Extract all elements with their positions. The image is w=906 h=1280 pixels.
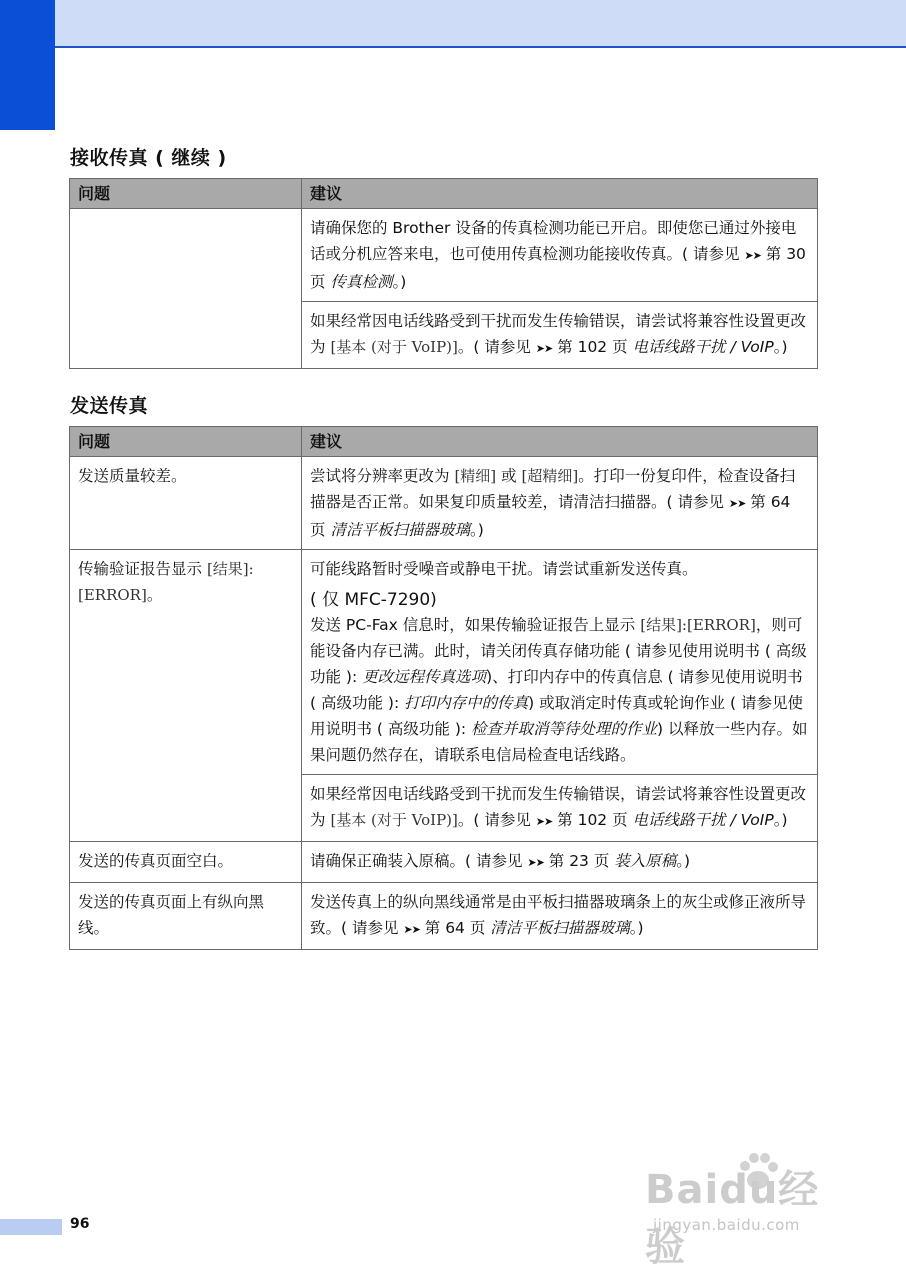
watermark-url: jingyan.baidu.com — [653, 1216, 800, 1234]
table-row — [70, 883, 818, 950]
suggestion-cell: 请确保您的 Brother 设备的传真检测功能已开启。即使您已通过外接电话或分机应答来电，也可使用传真检测功能接收传真。( 请参见 ➤➤ 第 30 页 传真检测。) — [302, 209, 818, 302]
suggestion-cell: 尝试将分辨率更改为 [精细] 或 [超精细]。打印一份复印件，检查设备扫描器是否正常。如果复印质量较差，请清洁扫描器。( 请参见 ➤➤ 第 64 页 清洁平板扫描器玻璃。) — [302, 457, 818, 550]
suggestion-cell: 如果经常因电话线路受到干扰而发生传输错误，请尝试将兼容性设置更改为 [基本 (对于 VoIP)]。( 请参见 ➤➤ 第 102 页 电话线路干扰 / VoIP。) — [302, 775, 818, 842]
problem-cell: 发送的传真页面上有纵向黑线。 — [70, 883, 302, 950]
section-title-receive: 接收传真 ( 继续 ) — [70, 147, 227, 169]
section-title-send: 发送传真 — [70, 395, 149, 417]
setting-code: [结果]:[ERROR] — [640, 616, 756, 634]
problem-cell: 传输验证报告显示 [结果]:[ERROR]。 — [70, 550, 302, 842]
suggestion-cell: 发送传真上的纵向黑线通常是由平板扫描器玻璃条上的灰尘或修正液所导致。( 请参见 ➤➤ 第 64 页 清洁平板扫描器玻璃。) — [302, 883, 818, 950]
double-arrow-icon: ➤➤ — [527, 856, 544, 869]
table-header-row — [70, 427, 818, 457]
problem-cell: 发送质量较差。 — [70, 457, 302, 550]
table-row — [70, 209, 818, 302]
footer-bar — [0, 1219, 62, 1235]
suggestion-cell: 请确保正确装入原稿。( 请参见 ➤➤ 第 23 页 装入原稿。) — [302, 842, 818, 883]
cross-reference-link[interactable]: 传真检测 — [330, 273, 393, 291]
cross-reference-link[interactable]: 清洁平板扫描器玻璃 — [330, 521, 470, 539]
suggestion-cell: 如果经常因电话线路受到干扰而发生传输错误，请尝试将兼容性设置更改为 [基本 (对于 VoIP)]。( 请参见 ➤➤ 第 102 页 电话线路干扰 / VoIP。) — [302, 302, 818, 369]
page-number: 96 — [70, 1216, 90, 1232]
cross-reference-link[interactable]: 装入原稿 — [614, 852, 677, 870]
cross-reference-link[interactable]: 打印内存中的传真 — [404, 694, 529, 712]
column-header-problem: 问题 — [70, 179, 302, 209]
problem-cell — [70, 209, 302, 369]
watermark — [645, 1150, 855, 1270]
header-band — [0, 0, 906, 48]
cross-reference-link[interactable]: 电话线路干扰 / VoIP — [632, 811, 774, 829]
column-header-suggestion: 建议 — [302, 427, 818, 457]
double-arrow-icon: ➤➤ — [535, 342, 553, 355]
double-arrow-icon: ➤➤ — [728, 497, 746, 510]
table-row — [70, 550, 818, 775]
double-arrow-icon: ➤➤ — [744, 249, 761, 262]
table-header-row — [70, 179, 818, 209]
table-row — [70, 457, 818, 550]
setting-code: [超精细] — [521, 467, 579, 485]
send-table — [69, 426, 818, 950]
watermark-logo: Baidu经验 — [645, 1167, 820, 1270]
table-row — [70, 842, 818, 883]
suggestion-cell: 可能线路暂时受噪音或静电干扰。请尝试重新发送传真。 ( 仅 MFC-7290) 发送 PC-Fax 信息时，如果传输验证报告上显示 [结果]:[ERROR]，则可能设备内存已满。此时，请关闭传真存储功能 ( 请参见使用说明书 ( 高级功能 ): 更改远程传真选项)、打印内存中的传真信息 ( 请参见使用说明书 ( 高级功能 ): 打印内存中的传真) 或取消定时传真或轮询作业 ( 请参见使用说明书 ( 高级功能 ): 检查并取消等待处理的作业) 以释放一些内存。如果问题仍然存在，请联系电信局检查电话线路。 — [302, 550, 818, 775]
receive-table — [69, 178, 818, 369]
cross-reference-link[interactable]: 电话线路干扰 / VoIP — [632, 338, 774, 356]
chapter-tab — [0, 0, 55, 130]
cross-reference-link[interactable]: 检查并取消等待处理的作业 — [471, 720, 658, 738]
problem-cell: 发送的传真页面空白。 — [70, 842, 302, 883]
setting-code: [基本 (对于 VoIP)] — [330, 338, 458, 356]
model-note: ( 仅 MFC-7290) — [310, 590, 437, 610]
column-header-suggestion: 建议 — [302, 179, 818, 209]
setting-code: [基本 (对于 VoIP)] — [330, 811, 458, 829]
cross-reference-link[interactable]: 更改远程传真选项 — [362, 668, 487, 686]
setting-code: [精细] — [454, 467, 497, 485]
column-header-problem: 问题 — [70, 427, 302, 457]
double-arrow-icon: ➤➤ — [403, 923, 420, 936]
cross-reference-link[interactable]: 清洁平板扫描器玻璃 — [490, 919, 630, 937]
setting-code: [结果]:[ERROR] — [78, 560, 254, 604]
double-arrow-icon: ➤➤ — [535, 815, 553, 828]
